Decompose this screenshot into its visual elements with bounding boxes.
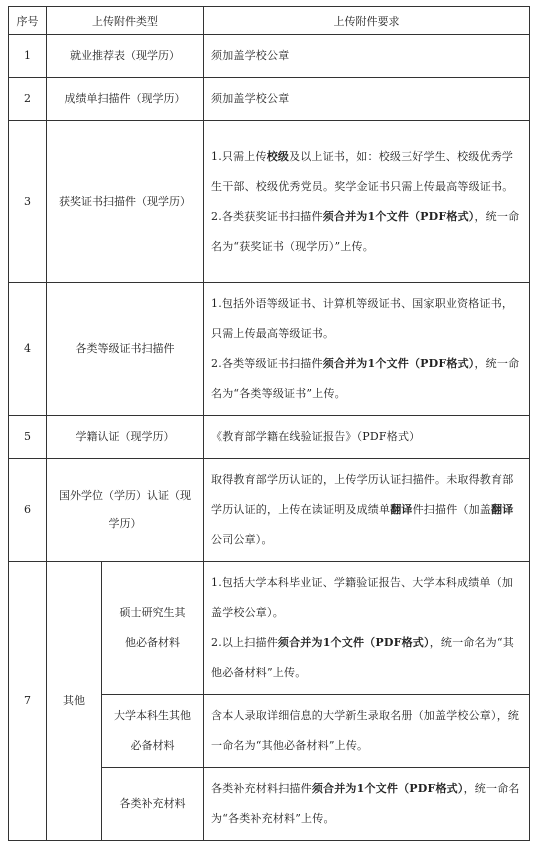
sub-type: 硕士研究生其他必备材料 <box>102 562 204 695</box>
row-requirement: 1.只需上传校级及以上证书，如：校级三好学生、校级优秀学生干部、校级优秀党员。奖学金证书只需上传最高等级证书。 2.各类获奖证书扫描件须合并为1个文件（PDF格式），统一命名为“获奖证书（现学历）”上传。 <box>204 121 530 283</box>
row-index: 4 <box>9 283 47 416</box>
row-type: 成绩单扫描件（现学历） <box>47 78 204 121</box>
table-row <box>9 121 530 283</box>
row-requirement: 含本人录取详细信息的大学新生录取名册（加盖学校公章），统一命名为“其他必备材料”上传。 <box>204 695 530 768</box>
row-type: 就业推荐表（现学历） <box>47 35 204 78</box>
table-row <box>9 78 530 121</box>
sub-type: 各类补充材料 <box>102 768 204 841</box>
upload-requirements-table <box>8 6 530 841</box>
table-row <box>9 562 530 695</box>
sub-type: 大学本科生其他必备材料 <box>102 695 204 768</box>
row-type: 学籍认证（现学历） <box>47 416 204 459</box>
row-requirement: 1.包括外语等级证书、计算机等级证书、国家职业资格证书，只需上传最高等级证书。 2.各类等级证书扫描件须合并为1个文件（PDF格式），统一命名为“各类等级证书”上传。 <box>204 283 530 416</box>
row-index: 6 <box>9 459 47 562</box>
row-index: 1 <box>9 35 47 78</box>
table-row <box>9 35 530 78</box>
header-type: 上传附件类型 <box>47 7 204 35</box>
row-requirement: 须加盖学校公章 <box>204 35 530 78</box>
row-index: 5 <box>9 416 47 459</box>
table-row <box>9 283 530 416</box>
row-type: 国外学位（学历）认证（现学历） <box>47 459 204 562</box>
row-index: 3 <box>9 121 47 283</box>
header-requirement: 上传附件要求 <box>204 7 530 35</box>
row-index: 7 <box>9 562 47 841</box>
row-requirement: 《教育部学籍在线验证报告》（PDF格式） <box>204 416 530 459</box>
table-row <box>9 416 530 459</box>
row-requirement: 各类补充材料扫描件须合并为1个文件（PDF格式），统一命名为“各类补充材料”上传。 <box>204 768 530 841</box>
row-requirement: 1.包括大学本科毕业证、学籍验证报告、大学本科成绩单（加盖学校公章）。 2.以上扫描件须合并为1个文件（PDF格式），统一命名为“其他必备材料”上传。 <box>204 562 530 695</box>
table-header-row <box>9 7 530 35</box>
row-type: 其他 <box>47 562 102 841</box>
table-row <box>9 459 530 562</box>
row-requirement: 须加盖学校公章 <box>204 78 530 121</box>
row-type: 各类等级证书扫描件 <box>47 283 204 416</box>
header-index: 序号 <box>9 7 47 35</box>
row-index: 2 <box>9 78 47 121</box>
row-requirement: 取得教育部学历认证的，上传学历认证扫描件。未取得教育部学历认证的，上传在读证明及成绩单翻译件扫描件（加盖翻译公司公章）。 <box>204 459 530 562</box>
row-type: 获奖证书扫描件（现学历） <box>47 121 204 283</box>
